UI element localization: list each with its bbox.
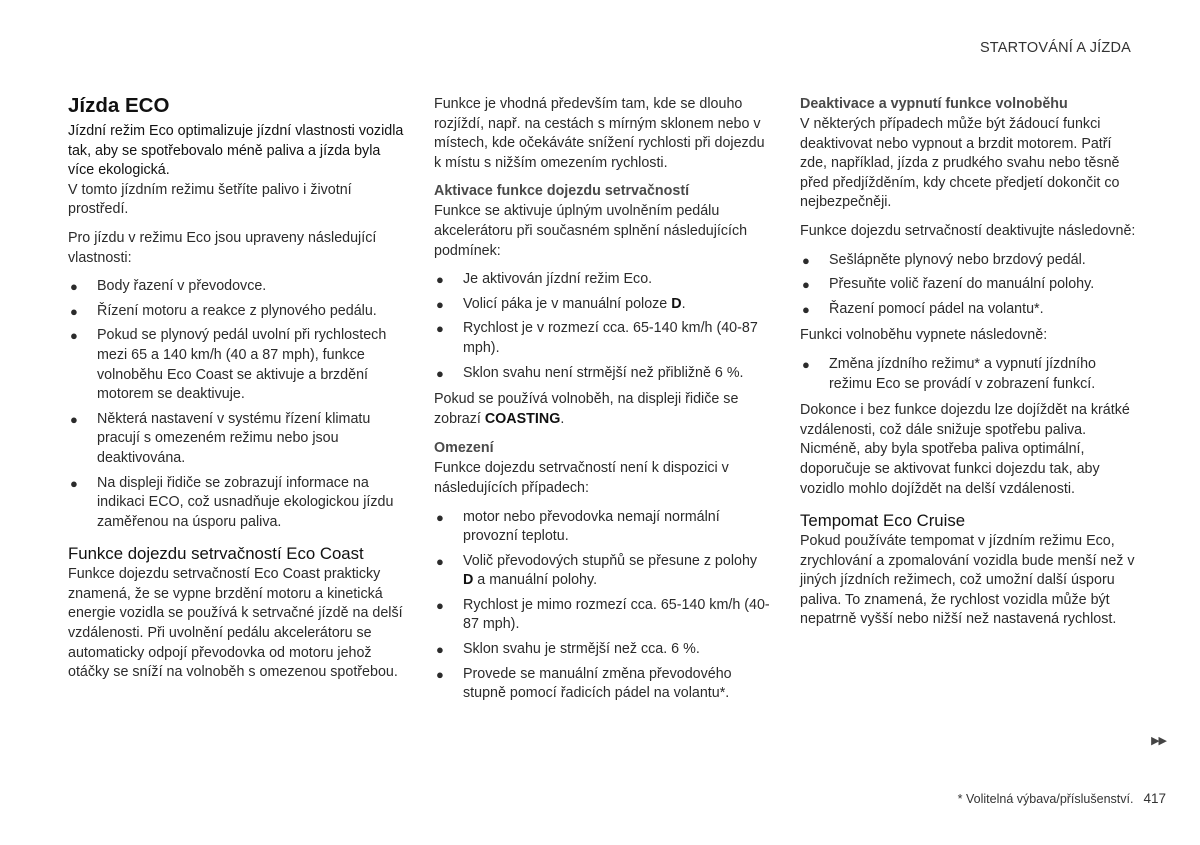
list-item	[434, 552, 770, 591]
subsection-heading: Deaktivace a vypnutí funkce volnoběhu	[800, 96, 1068, 112]
list-item-text: Rychlost je mimo rozmezí cca. 65-140 km/h (40-87 mph).	[463, 596, 770, 633]
list-item	[68, 302, 404, 322]
page-title: Jízda ECO	[68, 94, 170, 117]
paragraph: Funkce dojezdu setrvačností není k dispozici v následujících případech:	[434, 460, 729, 496]
section-heading: Funkce dojezdu setrvačností Eco Coast	[68, 544, 364, 564]
bullet-icon: ●	[436, 365, 444, 381]
list-item	[434, 364, 770, 384]
bullet-icon: ●	[70, 411, 78, 427]
page-number: 417	[1143, 791, 1166, 806]
bullet-icon: ●	[802, 277, 810, 293]
paragraph	[434, 390, 770, 429]
bullet-icon: ●	[70, 328, 78, 344]
list-item	[434, 640, 770, 660]
paragraph: Funkce je vhodná především tam, kde se dlouho rozjíždí, např. na cestách s mírným sklonem nebo v místech, kde očekáváte snížení rychlosti při dojezdu k místu s nižším omezením rychlosti.	[434, 96, 765, 171]
list-item-text: Sešlápněte plynový nebo brzdový pedál.	[829, 251, 1086, 268]
gear-position-label: D	[671, 295, 682, 312]
activation-conditions-list	[434, 270, 770, 383]
paragraph: V některých případech může být žádoucí funkci deaktivovat nebo vypnout a brzdit motorem. Patří zde, například, jízda z prudkého svahu nebo těsně před předjížděním, kdy chcete předjetí dokončit co nejbezpečněji.	[800, 116, 1120, 211]
column-2	[434, 95, 770, 711]
paragraph: V tomto jízdním režimu šetříte palivo i životní prostředí.	[68, 181, 352, 218]
list-item-text: Změna jízdního režimu* a vypnutí jízdního režimu Eco se provádí v zobrazení funkcí.	[829, 355, 1097, 392]
intro-paragraph: Jízdní režim Eco optimalizuje jízdní vlastnosti vozidla tak, aby se spotřebovalo méně paliva a jízda byla více ekologická.	[68, 123, 404, 179]
bullet-icon: ●	[436, 666, 444, 682]
list-item	[434, 665, 770, 704]
page-footer	[958, 791, 1166, 806]
list-item-text: Provede se manuální změna převodového stupně pomocí řadicích pádel na volantu*.	[463, 665, 732, 702]
list-item-text: Přesuňte volič řazení do manuální polohy.	[829, 276, 1095, 293]
bullet-icon: ●	[802, 356, 810, 372]
paragraph: Funkce se aktivuje úplným uvolněním pedálu akcelerátoru při současném splnění následujících podmínek:	[434, 203, 748, 259]
list-item	[434, 319, 770, 358]
double-arrow-right-icon: ▶▶	[1151, 735, 1166, 747]
footnote: * Volitelná výbava/příslušenství.	[957, 792, 1134, 806]
list-item	[68, 410, 404, 469]
paragraph-text: .	[560, 410, 565, 427]
bullet-icon: ●	[436, 642, 444, 658]
column-1	[68, 94, 404, 692]
paragraph-text: Pokud se používá volnoběh, na displeji řidiče se zobrazí	[434, 391, 739, 427]
list-item	[68, 277, 404, 297]
deactivation-list	[800, 251, 1136, 320]
section-heading: Tempomat Eco Cruise	[800, 511, 966, 531]
bullet-icon: ●	[802, 252, 810, 268]
list-item-text: Řazení pomocí pádel na volantu*.	[829, 300, 1044, 317]
eco-adjustments-list	[68, 277, 404, 532]
bullet-icon: ●	[436, 272, 444, 288]
bullet-icon: ●	[436, 553, 444, 569]
list-item-text: Některá nastavení v systému řízení klimatu pracují s omezeném režimu nebo jsou deaktivována.	[97, 410, 371, 466]
paragraph: Dokonce i bez funkce dojezdu lze dojíždět na krátké vzdálenosti, což dále snižuje spotřebu paliva. Nicméně, aby byla spotřeba paliva optimální, doporučuje se aktivovat funkci dojezdu tak, aby vozidlo mohlo dojíždět na delší vzdálenosti.	[800, 402, 1130, 497]
list-item-text: Volicí páka je v manuální poloze	[463, 295, 672, 312]
list-item	[800, 355, 1136, 394]
list-item-text: Na displeji řidiče se zobrazují informace na indikaci ECO, což usnadňuje ekologickou jízdu zaměřenou na úsporu paliva.	[97, 474, 394, 530]
list-item-text: Sklon svahu není strmější než přibližně 6 %.	[463, 364, 744, 381]
list-item-text: Rychlost je v rozmezí cca. 65-140 km/h (40-87 mph).	[463, 320, 758, 356]
bullet-icon: ●	[436, 509, 444, 525]
gear-position-label: D	[463, 572, 474, 589]
subsection-heading: Omezení	[434, 440, 494, 457]
list-item-text: Volič převodových stupňů se přesune z polohy	[463, 552, 758, 569]
list-item	[434, 295, 770, 315]
bullet-icon: ●	[436, 321, 444, 337]
list-item-text: Řízení motoru a reakce z plynového pedálu.	[97, 302, 377, 319]
bullet-icon: ●	[70, 303, 78, 319]
list-item-text: .	[681, 295, 686, 312]
bullet-icon: ●	[436, 296, 444, 312]
limitations-list	[434, 508, 770, 704]
bullet-icon: ●	[70, 279, 78, 295]
paragraph: Funkce dojezdu setrvačností deaktivujte následovně:	[800, 222, 1136, 239]
list-item-text: motor nebo převodovka nemají normální provozní teplotu.	[463, 508, 720, 545]
list-item	[68, 474, 404, 533]
list-item	[800, 251, 1136, 271]
list-item	[800, 300, 1136, 320]
paragraph: Funkce dojezdu setrvačností Eco Coast prakticky znamená, že se vypne brzdění motoru a kinetická energie vozidla se používá k setrvačné jízdě na delší vzdálenosti. Při uvolnění pedálu akcelerátoru se automaticky odpojí převodovka od motoru jehož otáčky se sníží na volnoběh s omezenou spotřebou.	[68, 566, 403, 681]
column-3	[800, 95, 1136, 639]
list-item	[434, 270, 770, 290]
paragraph: Funkci volnoběhu vypnete následovně:	[800, 327, 1048, 344]
list-item-text: Pokud se plynový pedál uvolní při rychlostech mezi 65 a 140 km/h (40 a 87 mph), funkce volnoběhu Eco Coast se aktivuje a brzdění motorem se deaktivuje.	[97, 327, 387, 403]
section-header: STARTOVÁNÍ A JÍZDA	[979, 40, 1131, 56]
paragraph: Pokud používáte tempomat v jízdním režimu Eco, zrychlování a zpomalování vozidla bude menší než v jiných jízdních režimech, což umožní další úsporu paliva. To znamená, že rychlost vozidla může být nepatrně vyšší nebo nižší než nastavená rychlost.	[800, 533, 1135, 628]
list-item-text: a manuální polohy.	[473, 572, 598, 589]
list-item-text: Body řazení v převodovce.	[97, 278, 267, 295]
bullet-icon: ●	[436, 597, 444, 613]
bullet-icon: ●	[70, 475, 78, 491]
list-item	[68, 326, 404, 404]
list-item-text: Je aktivován jízdní režim Eco.	[463, 271, 653, 288]
list-item	[434, 508, 770, 547]
bullet-icon: ●	[802, 301, 810, 317]
list-item	[434, 596, 770, 635]
turn-off-list	[800, 355, 1136, 394]
subsection-heading: Aktivace funkce dojezdu setrvačností	[434, 183, 690, 200]
paragraph: Pro jízdu v režimu Eco jsou upraveny následující vlastnosti:	[68, 229, 377, 266]
list-item-text: Sklon svahu je strmější než cca. 6 %.	[463, 641, 700, 658]
list-item	[800, 275, 1136, 295]
display-message-label: COASTING	[484, 410, 561, 427]
